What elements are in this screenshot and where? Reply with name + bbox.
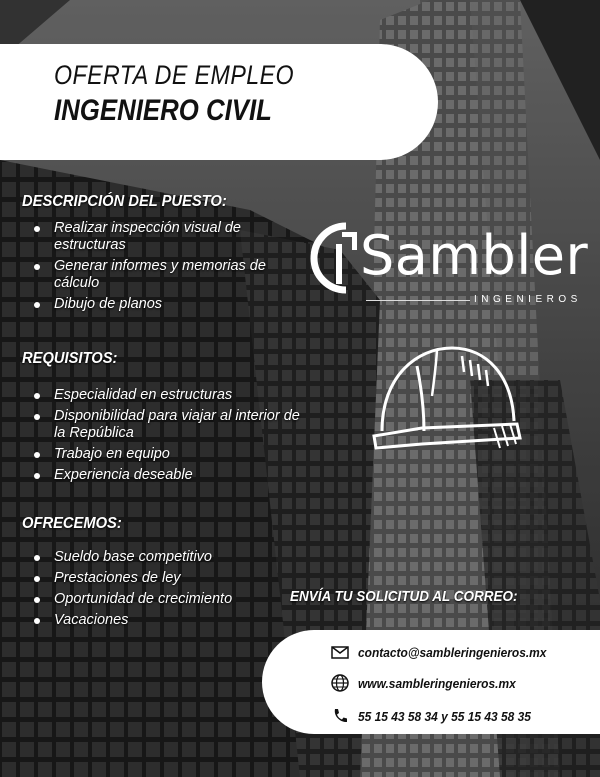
- website-text: www.sambleringenieros.mx: [358, 675, 516, 691]
- list-item: Vacaciones: [30, 612, 304, 629]
- list-item: Sueldo base competitivo: [30, 549, 304, 566]
- list-item: Dibujo de planos: [30, 296, 304, 313]
- phone-icon: [330, 706, 350, 726]
- hard-hat-icon: [362, 336, 532, 466]
- job-title: INGENIERO CIVIL: [54, 94, 272, 127]
- list-item: Realizar inspección visual de estructuras: [30, 220, 304, 254]
- list-item: Especialidad en estructuras: [30, 387, 304, 404]
- requirements-title: REQUISITOS:: [22, 350, 118, 367]
- contact-email[interactable]: [330, 642, 563, 662]
- logo-mark-icon: [306, 222, 364, 294]
- job-offer-heading: OFERTA DE EMPLEO: [54, 60, 294, 90]
- logo-name: Sambler: [360, 224, 589, 287]
- phone-text: 55 15 43 58 34 y 55 15 43 58 35: [358, 708, 531, 724]
- list-item: Trabajo en equipo: [30, 446, 304, 463]
- contact-website[interactable]: [330, 673, 529, 693]
- globe-icon: [330, 673, 350, 693]
- offer-list: [30, 549, 304, 633]
- envelope-icon: [330, 642, 350, 662]
- cta-text: ENVÍA TU SOLICITUD AL CORREO:: [290, 588, 518, 605]
- sambler-logo: [306, 214, 596, 314]
- offer-title: OFRECEMOS:: [22, 515, 122, 532]
- list-item: Generar informes y memorias de cálculo: [30, 258, 304, 292]
- list-item: Experiencia deseable: [30, 467, 304, 484]
- list-item: Oportunidad de crecimiento: [30, 591, 304, 608]
- description-title: DESCRIPCIÓN DEL PUESTO:: [22, 193, 227, 210]
- contact-phone[interactable]: [330, 706, 546, 726]
- contact-panel: [262, 630, 600, 734]
- list-item: Prestaciones de ley: [30, 570, 304, 587]
- requirements-list: [30, 387, 304, 488]
- logo-tagline: INGENIEROS: [474, 294, 582, 305]
- logo-divider: [366, 300, 470, 301]
- list-item: Disponibilidad para viajar al interior de la República: [30, 408, 304, 442]
- title-banner: [0, 44, 438, 160]
- description-list: [30, 220, 304, 317]
- email-text: contacto@sambleringenieros.mx: [358, 644, 547, 660]
